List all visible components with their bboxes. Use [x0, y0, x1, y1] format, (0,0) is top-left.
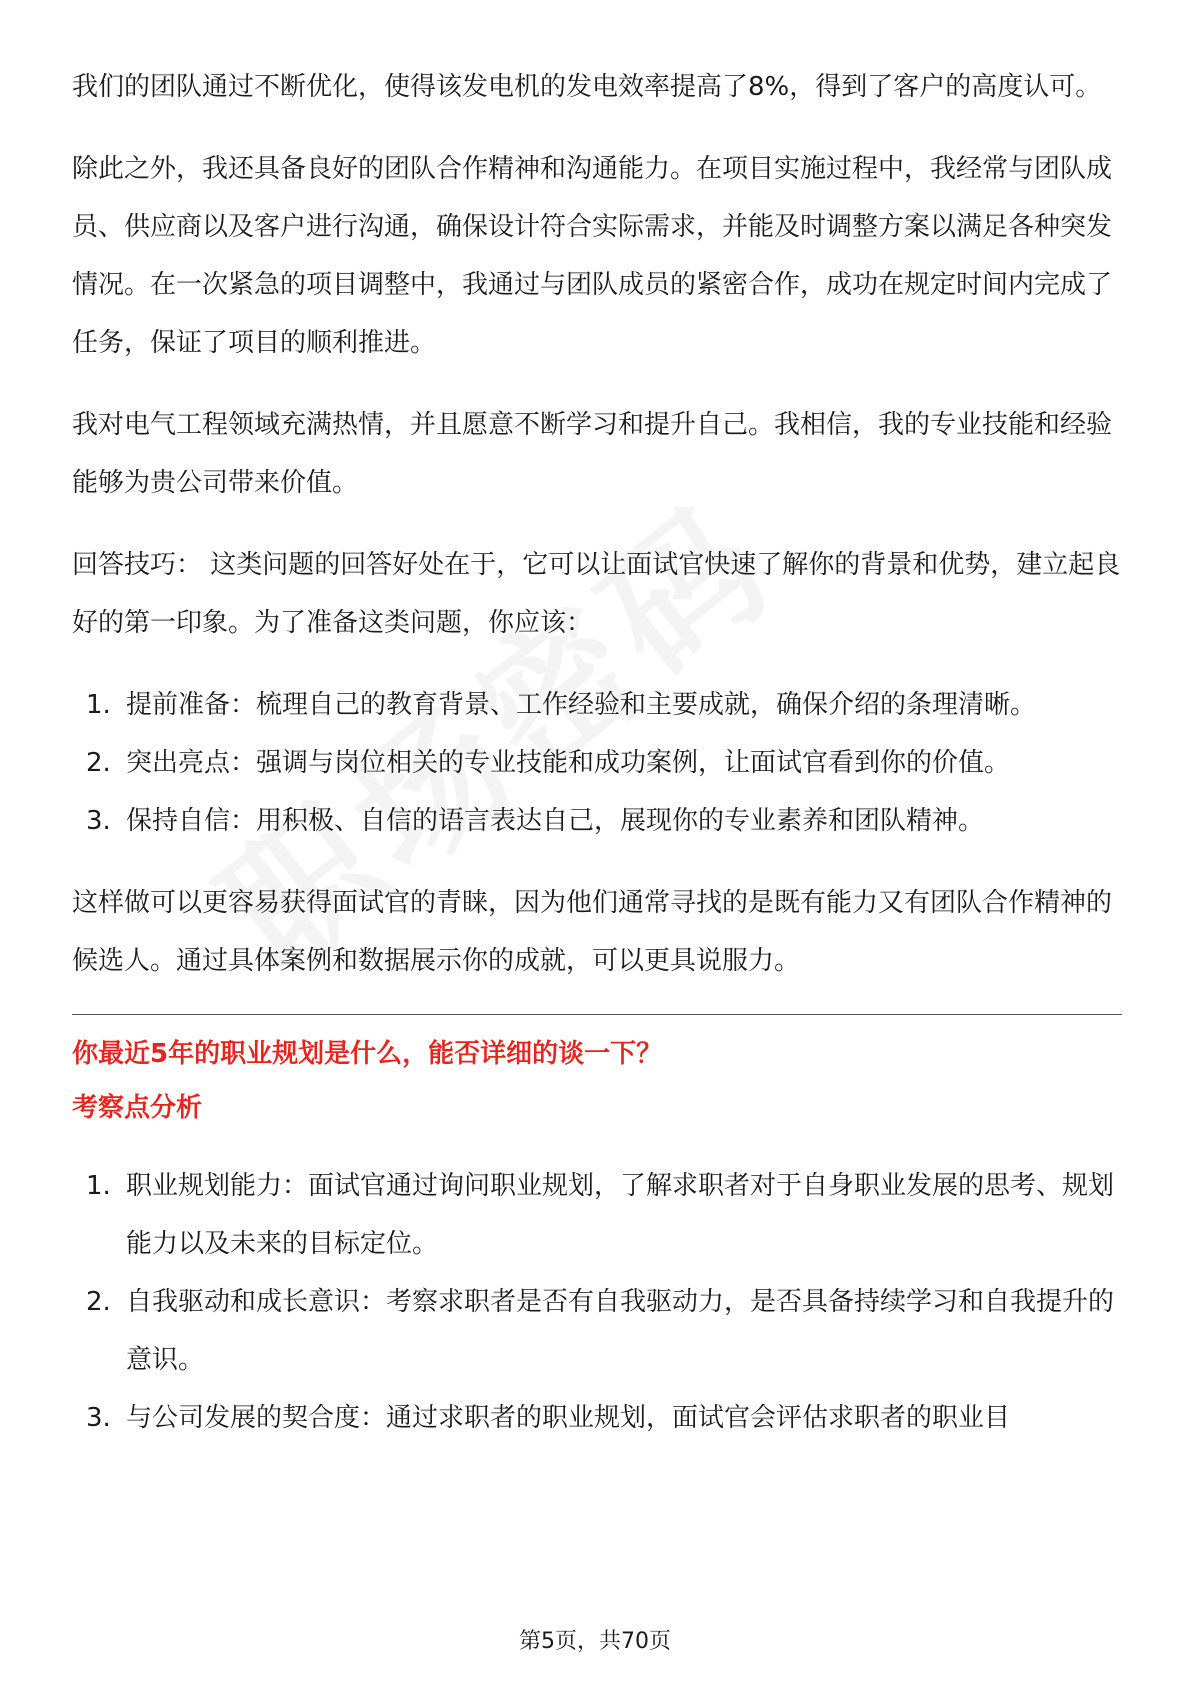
paragraph-answer-tips: 回答技巧： 这类问题的回答好处在于，它可以让面试官快速了解你的背景和优势，建立起良好的第一印象。为了准备这类问题，你应该： [72, 550, 1121, 638]
paragraph-efficiency: 我们的团队通过不断优化，使得该发电机的发电效率提高了8%，得到了客户的高度认可。 [72, 72, 1102, 102]
list-item-text: 与公司发展的契合度：通过求职者的职业规划，面试官会评估求职者的职业目 [126, 1403, 1011, 1433]
paragraph-closing: 这样做可以更容易获得面试官的青睐，因为他们通常寻找的是既有能力又有团队合作精神的候选人。通过具体案例和数据展示你的成就，可以更具说服力。 [72, 888, 1113, 976]
list-number: 3. [86, 1403, 111, 1433]
list-item [72, 1273, 1122, 1389]
list-number: 3. [86, 806, 111, 836]
list-number: 2. [86, 1287, 111, 1317]
tips-list [72, 676, 1122, 850]
section-divider [72, 1014, 1122, 1015]
list-item [72, 734, 1122, 792]
list-item-text: 自我驱动和成长意识：考察求职者是否有自我驱动力，是否具备持续学习和自我提升的意识。 [126, 1287, 1115, 1375]
page-number-footer: 第5页，共70页 [519, 1629, 671, 1654]
analysis-list [72, 1157, 1122, 1447]
list-item-text: 突出亮点：强调与岗位相关的专业技能和成功案例，让面试官看到你的价值。 [126, 748, 1011, 778]
content-area [72, 58, 1122, 1471]
list-item-text: 提前准备：梳理自己的教育背景、工作经验和主要成就，确保介绍的条理清晰。 [126, 690, 1037, 720]
question-heading: 你最近5年的职业规划是什么，能否详细的谈一下？ [72, 1039, 663, 1069]
list-item [72, 676, 1122, 734]
analysis-heading: 考察点分析 [72, 1093, 203, 1123]
list-item-text: 保持自信：用积极、自信的语言表达自己，展现你的专业素养和团队精神。 [126, 806, 985, 836]
list-item [72, 1389, 1122, 1447]
list-item-text: 职业规划能力：面试官通过询问职业规划，了解求职者对于自身职业发展的思考、规划能力以及未来的目标定位。 [126, 1171, 1115, 1259]
paragraph-passion: 我对电气工程领域充满热情，并且愿意不断学习和提升自己。我相信，我的专业技能和经验能够为贵公司带来价值。 [72, 410, 1113, 498]
list-number: 2. [86, 748, 111, 778]
list-item [72, 1157, 1122, 1273]
list-item [72, 792, 1122, 850]
paragraph-teamwork: 除此之外，我还具备良好的团队合作精神和沟通能力。在项目实施过程中，我经常与团队成员、供应商以及客户进行沟通，确保设计符合实际需求，并能及时调整方案以满足各种突发情况。在一次紧急的项目调整中，我通过与团队成员的紧密合作，成功在规定时间内完成了任务，保证了项目的顺利推进。 [72, 154, 1113, 358]
list-number: 1. [86, 1171, 111, 1201]
list-number: 1. [86, 690, 111, 720]
